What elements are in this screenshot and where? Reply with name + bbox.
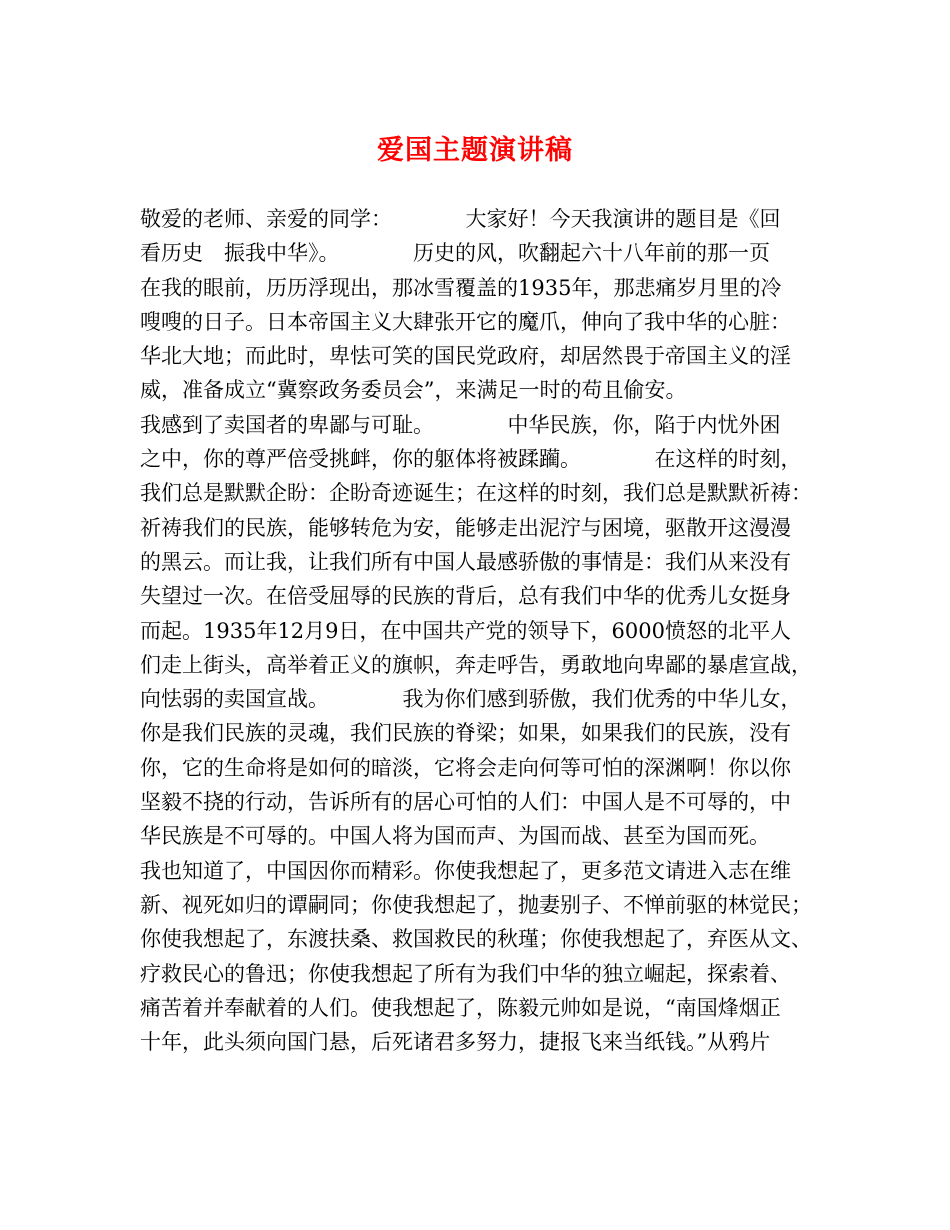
text-line: 威，准备成立“冀察政务委员会”，来满足一时的苟且偷安。 bbox=[140, 378, 687, 403]
text-line: 十年，此头须向国门悬，后死诸君多努力，捷报飞来当纸钱。”从鸦片 bbox=[140, 1030, 771, 1055]
text-line: 祈祷我们的民族，能够转危为安，能够走出泥泞与困境，驱散开这漫漫 bbox=[140, 515, 791, 540]
speech-body bbox=[140, 202, 840, 1059]
text-line: 失望过一次。在倍受屈辱的民族的背后，总有我们中华的优秀儿女挺身 bbox=[140, 584, 791, 609]
text-line: 新、视死如归的谭嗣同；你使我想起了，抛妻别子、不惮前驱的林觉民； bbox=[140, 892, 812, 917]
document-title: 爱国主题演讲稿 bbox=[377, 135, 573, 166]
text-line: 们走上街头，高举着正义的旗帜，奔走呼告，勇敢地向卑鄙的暴虐宣战， bbox=[140, 652, 812, 677]
text-line: 我们总是默默企盼：企盼奇迹诞生；在这样的时刻，我们总是默默祈祷： bbox=[140, 481, 812, 506]
text-line: 华北大地；而此时，卑怯可笑的国民党政府，却居然畏于帝国主义的淫 bbox=[140, 344, 791, 369]
text-line: 你，它的生命将是如何的暗淡，它将会走向何等可怕的深渊啊！你以你 bbox=[140, 755, 791, 780]
text-line: 而起。1935年12月9日，在中国共产党的领导下，6000愤怒的北平人 bbox=[140, 618, 791, 643]
text-line: 嗖嗖的日子。日本帝国主义大肆张开它的魔爪，伸向了我中华的心脏： bbox=[140, 309, 791, 334]
text-line: 疗救民心的鲁迅；你使我想起了所有为我们中华的独立崛起，探索着、 bbox=[140, 961, 791, 986]
text-line: 的黑云。而让我，让我们所有中国人最感骄傲的事情是：我们从来没有 bbox=[140, 549, 791, 574]
text-line: 我也知道了，中国因你而精彩。你使我想起了，更多范文请进入志在维 bbox=[140, 858, 791, 883]
text-line: 在我的眼前，历历浮现出，那冰雪覆盖的1935年，那悲痛岁月里的冷 bbox=[140, 275, 782, 300]
text-line: 敬爱的老师、亲爱的同学： 大家好！今天我演讲的题目是《回 bbox=[140, 207, 781, 231]
text-line: 华民族是不可辱的。中国人将为国而声、为国而战、甚至为国而死。 bbox=[140, 824, 770, 849]
text-line: 我感到了卖国者的卑鄙与可耻。 中华民族，你，陷于内忧外困 bbox=[140, 412, 781, 437]
text-line: 痛苦着并奉献着的人们。使我想起了，陈毅元帅如是说，“南国烽烟正 bbox=[140, 995, 781, 1020]
text-line: 你使我想起了，东渡扶桑、救国救民的秋瑾；你使我想起了，弃医从文、 bbox=[140, 927, 812, 952]
text-line: 你是我们民族的灵魂，我们民族的脊梁；如果，如果我们的民族，没有 bbox=[140, 721, 791, 746]
text-line: 坚毅不挠的行动，告诉所有的居心可怕的人们：中国人是不可辱的，中 bbox=[140, 790, 791, 815]
text-line: 看历史 振我中华》。 历史的风，吹翻起六十八年前的那一页 bbox=[140, 241, 770, 266]
text-line: 之中，你的尊严倍受挑衅，你的躯体将被蹂躏。 在这样的时刻， bbox=[140, 447, 802, 472]
text-line: 向怯弱的卖国宣战。 我为你们感到骄傲，我们优秀的中华儿女， bbox=[140, 687, 802, 712]
